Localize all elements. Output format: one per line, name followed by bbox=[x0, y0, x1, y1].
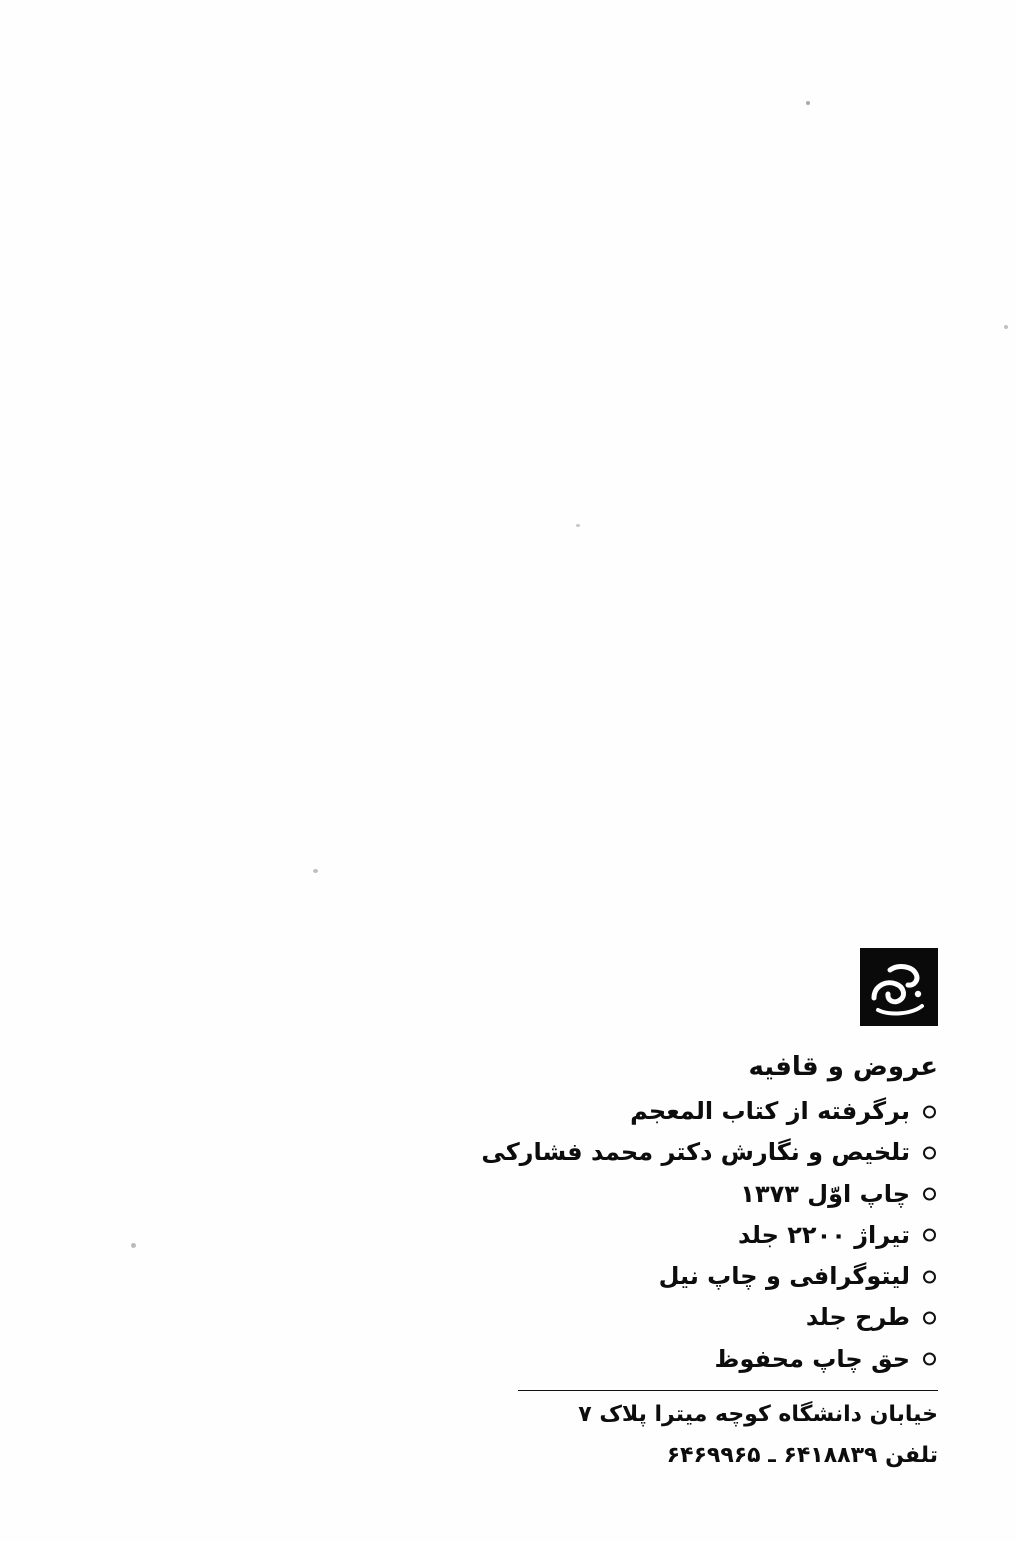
book-title: عروض و قافیه bbox=[748, 1052, 938, 1082]
publisher-address: خیابان دانشگاه کوچه میترا پلاک ۷ bbox=[578, 1401, 938, 1427]
publisher-logo-icon bbox=[860, 948, 938, 1026]
scan-speckle bbox=[313, 869, 318, 873]
colophon-block bbox=[481, 948, 938, 1473]
scan-speckle bbox=[576, 524, 580, 527]
list-item: لیتوگرافی و چاپ نیل bbox=[518, 1256, 938, 1297]
colophon-entry-list bbox=[481, 1091, 938, 1380]
list-item: حق چاپ محفوظ bbox=[518, 1339, 938, 1380]
scan-speckle bbox=[1004, 325, 1008, 329]
list-item: برگرفته از کتاب المعجم bbox=[518, 1091, 938, 1132]
scan-speckle bbox=[806, 101, 810, 105]
divider bbox=[518, 1390, 938, 1391]
list-item: طرح جلد bbox=[518, 1297, 938, 1338]
list-item: چاپ اوّل ۱۳۷۳ bbox=[518, 1174, 938, 1215]
list-item: تیراژ ۲۲۰۰ جلد bbox=[518, 1215, 938, 1256]
scan-speckle bbox=[131, 1243, 136, 1248]
list-item: تلخیص و نگارش دکتر محمد فشارکی bbox=[518, 1132, 938, 1173]
publisher-phone: تلفن ۶۴۱۸۸۳۹ ـ ۶۴۶۹۹۶۵ bbox=[666, 1443, 938, 1469]
